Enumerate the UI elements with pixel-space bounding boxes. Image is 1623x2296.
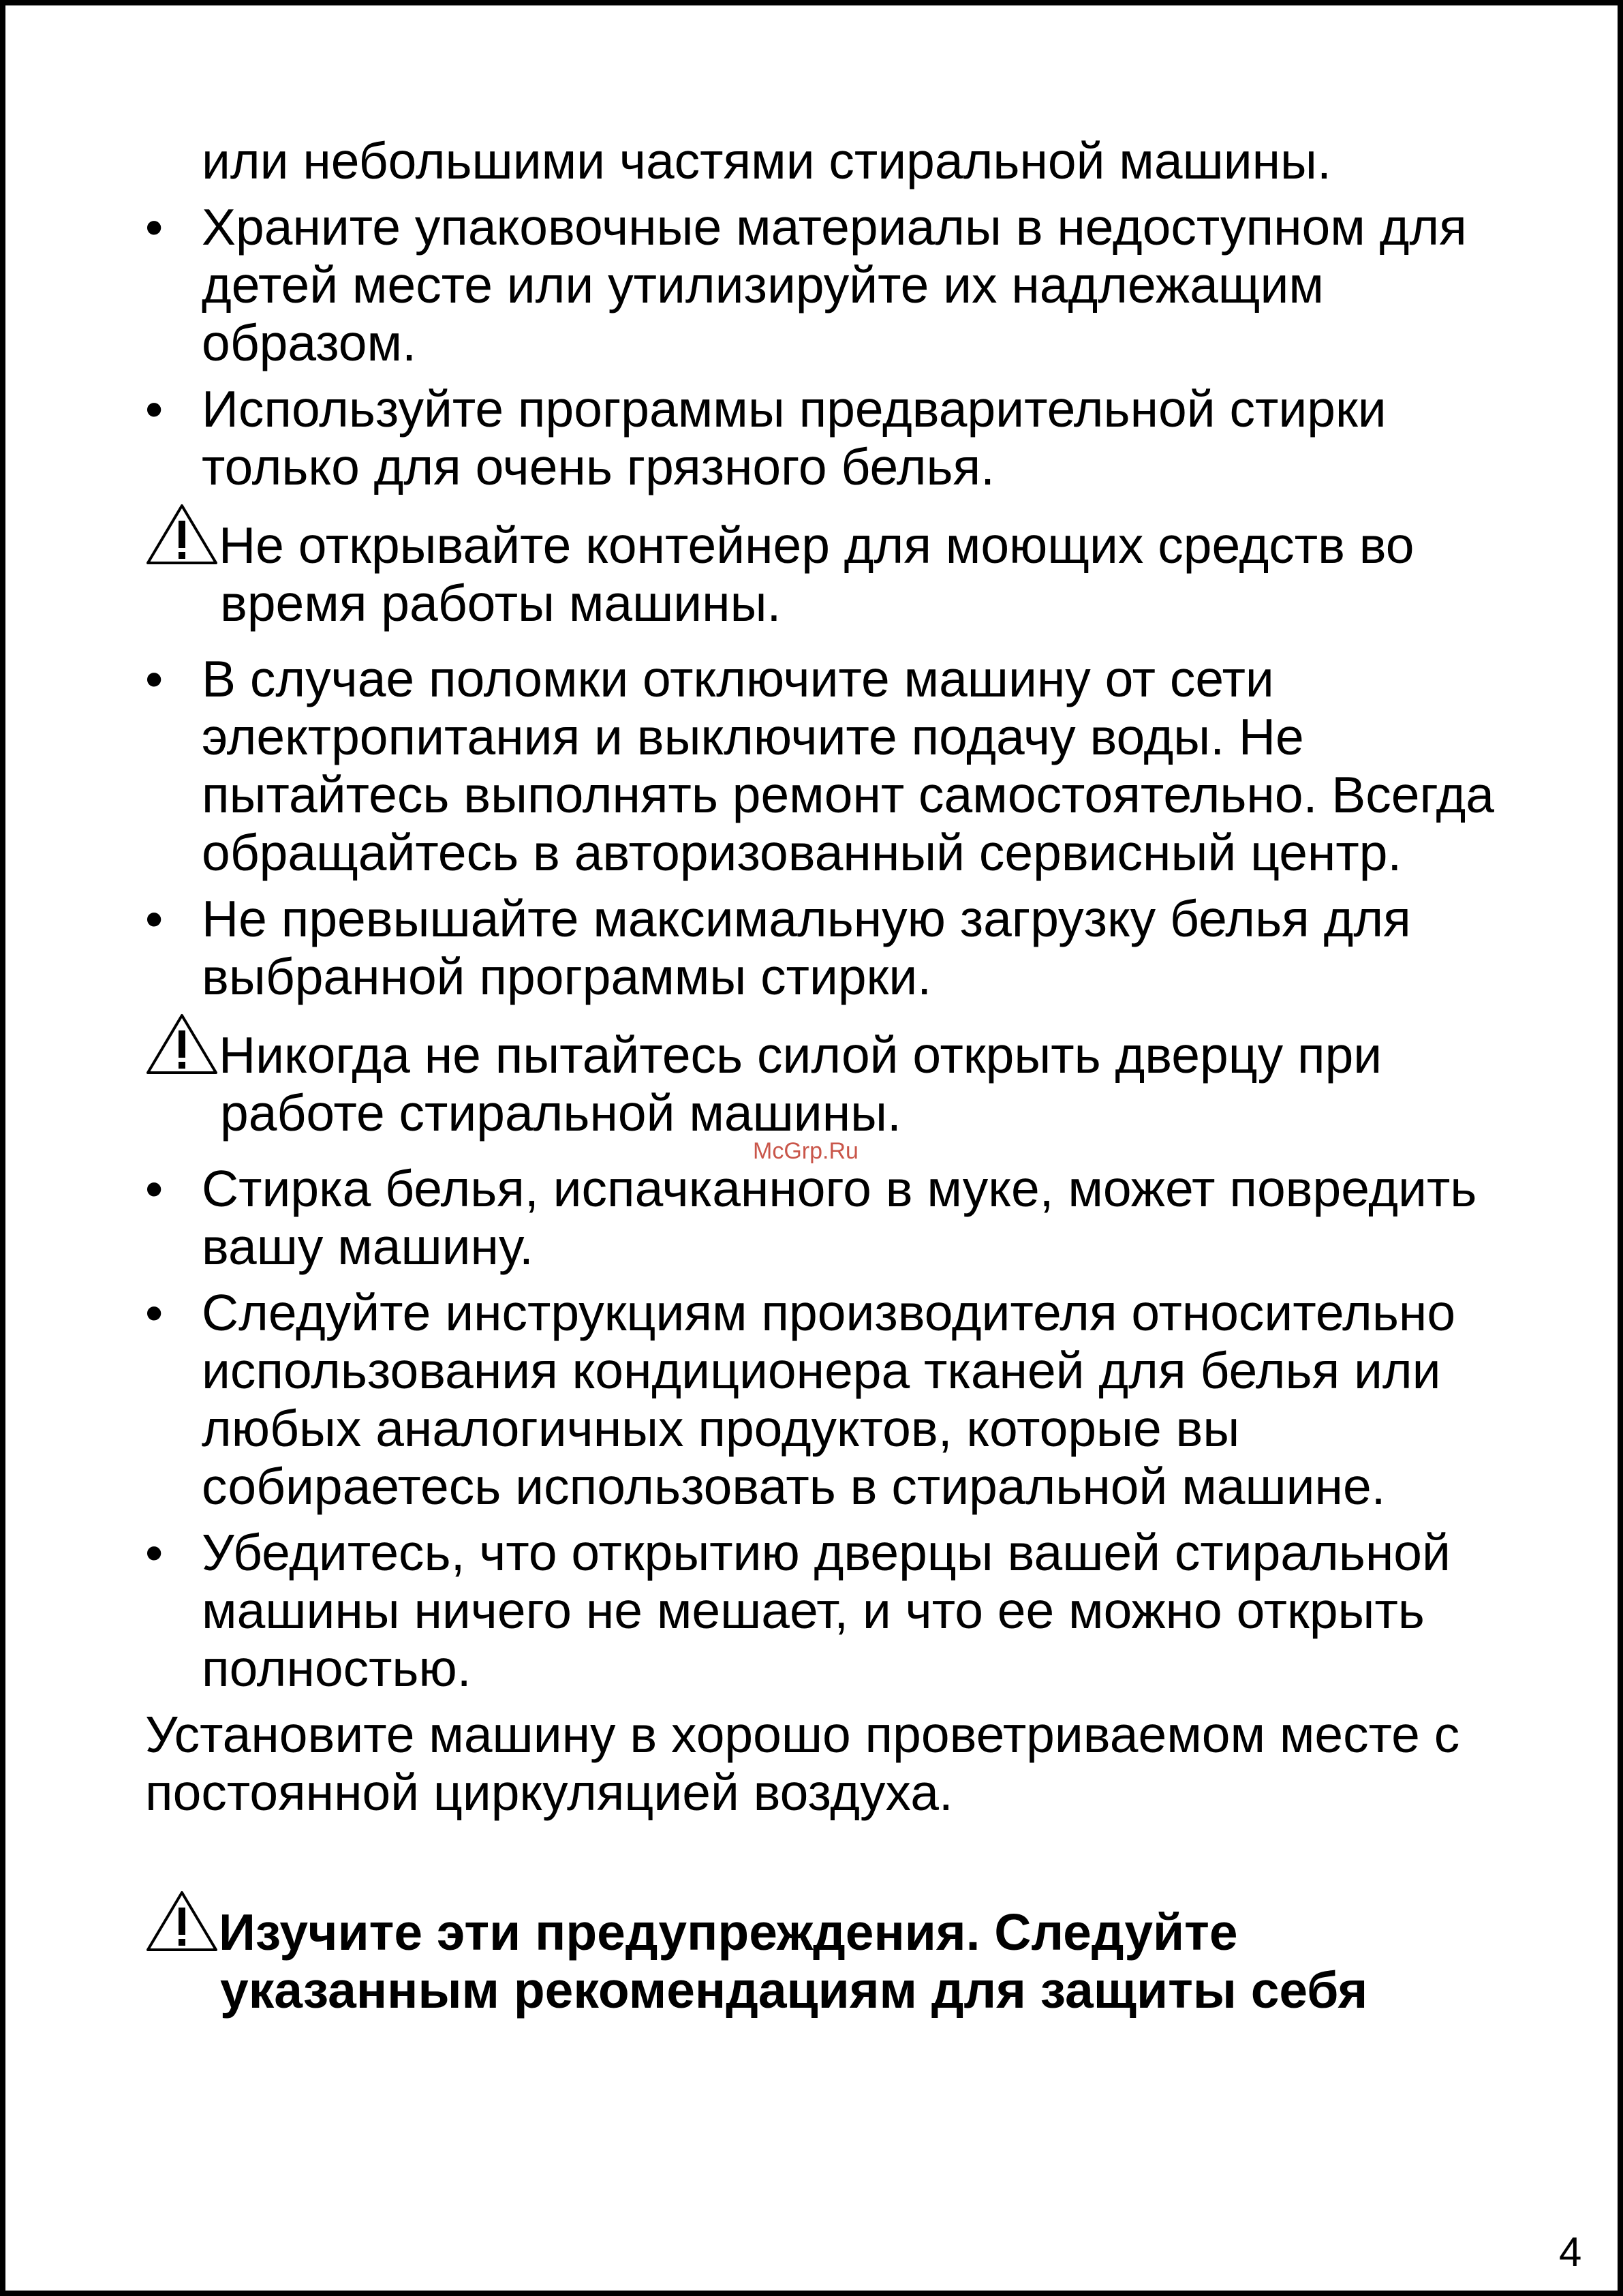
bullet-mark: •: [145, 890, 164, 947]
bullet-mark: •: [145, 1524, 164, 1581]
continuation-text: или небольшими частями стиральной машины.: [202, 132, 1331, 189]
list-item: [145, 1160, 1508, 1276]
list-item: [145, 1284, 1508, 1516]
document-body: [145, 132, 1508, 2019]
bullet-mark: •: [145, 1160, 164, 1217]
bullet-mark: •: [145, 650, 164, 707]
warning-text: Никогда не пытайтесь силой открыть дверцу при работе стиральной машины.: [219, 1026, 1382, 1142]
bullet-mark: •: [145, 380, 164, 438]
final-warning-text: Изучите эти предупреждения. Следуйте указанным рекомендациям для защиты себя: [219, 1903, 1368, 2019]
list-item-text: Не превышайте максимальную загрузку белья для выбранной программы стирки.: [202, 890, 1411, 1005]
list-item: [145, 198, 1508, 372]
watermark: McGrp.Ru: [753, 1138, 859, 1164]
warning-triangle-icon: [145, 1013, 219, 1075]
bullet-mark: •: [145, 198, 164, 256]
warning-text: Не открывайте контейнер для моющих средств во время работы машины.: [219, 517, 1415, 632]
warning-triangle-icon: [145, 503, 219, 566]
list-item: [145, 1524, 1508, 1698]
list-item: [145, 650, 1508, 882]
list-item-text: Используйте программы предварительной стирки только для очень грязного белья.: [202, 380, 1387, 495]
list-item-text: В случае поломки отключите машину от сети электропитания и выключите подачу воды. Не пытайтесь выполнять ремонт самостоятельно. Всегда обращайтесь в авторизованный сервисный центр.: [202, 650, 1494, 881]
final-warning: [145, 1890, 1508, 2019]
list-item-text: Убедитесь, что открытию дверцы вашей стиральной машины ничего не мешает, и что ее можно открыть полностью.: [202, 1524, 1451, 1697]
warning-triangle-icon: [145, 1890, 219, 1953]
list-item: [145, 380, 1508, 496]
bullet-mark: •: [145, 1284, 164, 1341]
warning-note: [145, 503, 1508, 632]
ventilation-note: Установите машину в хорошо проветриваемом месте с постоянной циркуляцией воздуха.: [145, 1706, 1460, 1821]
list-item-text: Стирка белья, испачканного в муке, может повредить вашу машину.: [202, 1160, 1477, 1275]
list-item-text: Храните упаковочные материалы в недоступном для детей месте или утилизируйте их надлежащим образом.: [202, 198, 1467, 371]
page-number: 4: [1559, 2229, 1582, 2275]
warning-note: [145, 1013, 1508, 1142]
list-item-text: Следуйте инструкциям производителя относительно использования кондиционера тканей для белья или любых аналогичных продуктов, которые вы собираетесь использовать в стиральной машине.: [202, 1284, 1456, 1515]
list-item: [145, 890, 1508, 1006]
